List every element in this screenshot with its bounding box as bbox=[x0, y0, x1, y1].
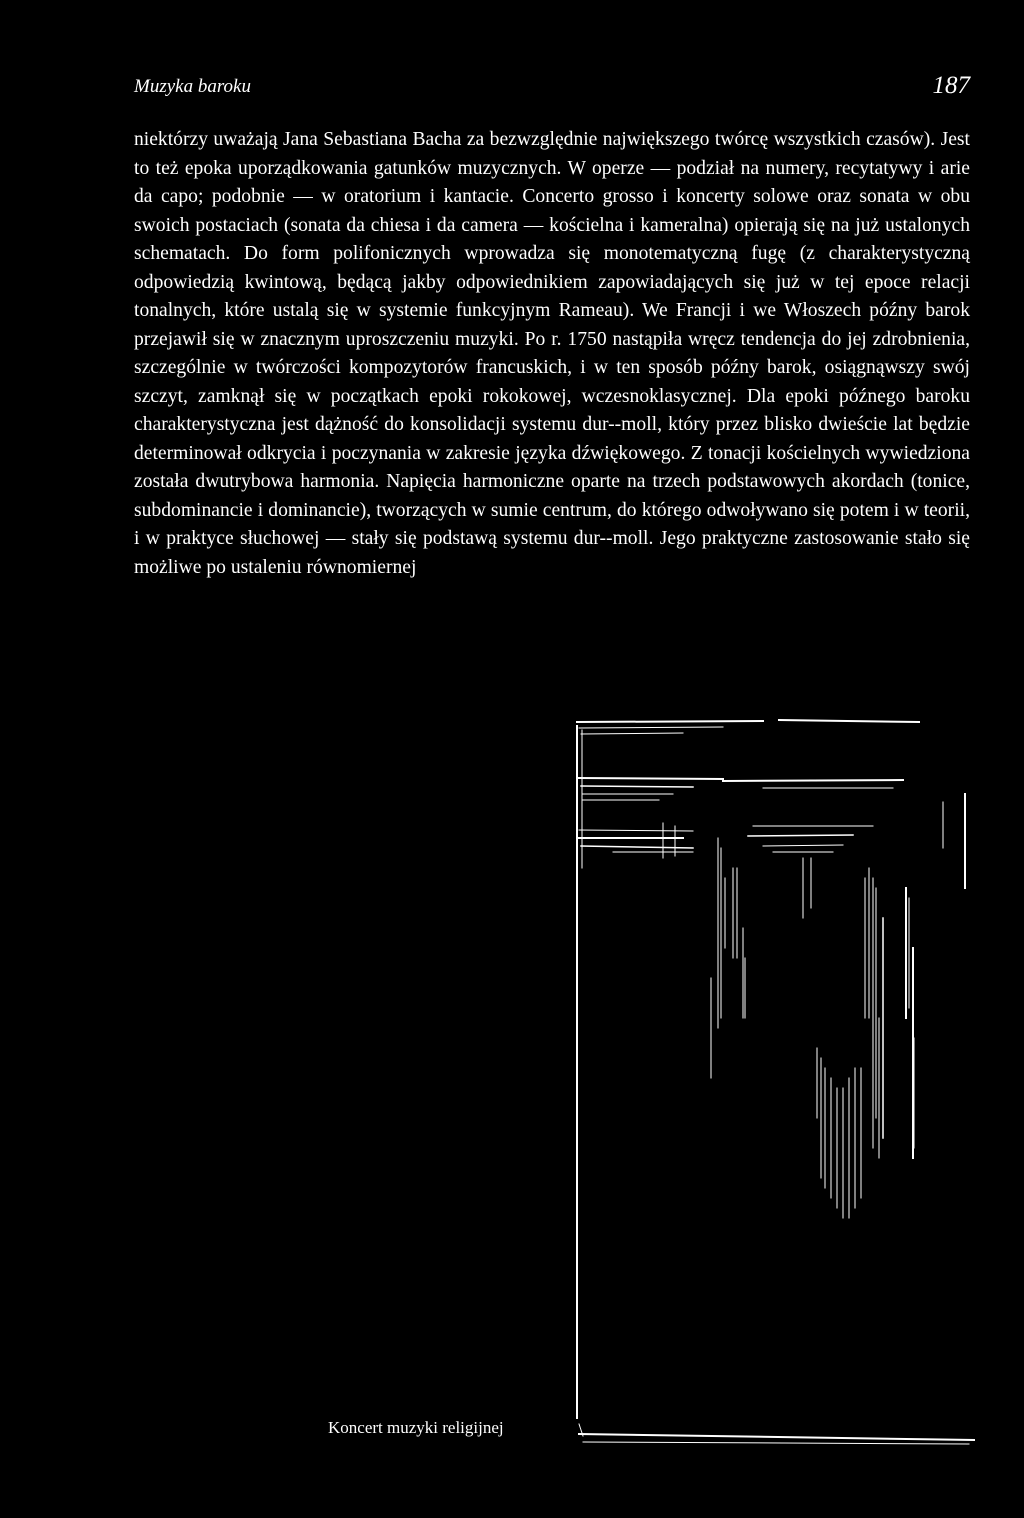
figure-caption: Koncert muzyki religijnej bbox=[328, 1418, 504, 1437]
running-header bbox=[134, 72, 970, 104]
illustration-drawing bbox=[573, 718, 975, 1498]
running-title: Muzyka baroku bbox=[134, 76, 251, 97]
illustration-concert bbox=[573, 718, 975, 1498]
body-paragraph: niektórzy uważają Jana Sebastiana Bacha za bezwzględnie największego twórcę wszystkich czasów). Jest to też epoka uporządkowania gatunków muzycznych. W operze — podział na numery, recytatywy i arie da capo; podobnie — w oratorium i kantacie. Concerto grosso i koncerty solowe oraz sonata w obu swoich postaciach (sonata da chiesa i da camera — kościelna i kameralna) opierają się na już ustalonych schematach. Do form polifonicznych wprowadza się monotematyczną fugę (z charakterystyczną odpowiedzią kwintową, będącą jakby odpowiednikiem zapowiadających się już w tej epoce relacji tonalnych, które ustalą się w systemie funkcyjnym Rameau). We Francji i we Włoszech późny barok przejawił się w znacznym uproszczeniu muzyki. Po r. 1750 nastąpiła wręcz tendencja do jej zdrobnienia, szczególnie w twórczości kompozytorów francuskich, i w ten sposób późny barok, osiągnąwszy swój szczyt, zamknął się w początkach epoki rokokowej, wczesnoklasycznej. Dla epoki późnego baroku charakterystyczna jest dążność do konsolidacji systemu dur--moll, który przez blisko dwieście lat będzie determinował odkrycia i poczynania w zakresie języka dźwiękowego. Z tonacji kościelnych wywiedziona została dwutrybowa harmonia. Napięcia harmoniczne oparte na trzech podstawowych akordach (tonice, subdominancie i dominancie), tworzących w sumie centrum, do którego odwoływano się potem i w teorii, i w praktyce słuchowej — stały się podstawą systemu dur--moll. Jego praktyczne zastosowanie stało się możliwe po ustaleniu równomiernej bbox=[134, 129, 970, 578]
page-number: 187 bbox=[932, 72, 970, 99]
